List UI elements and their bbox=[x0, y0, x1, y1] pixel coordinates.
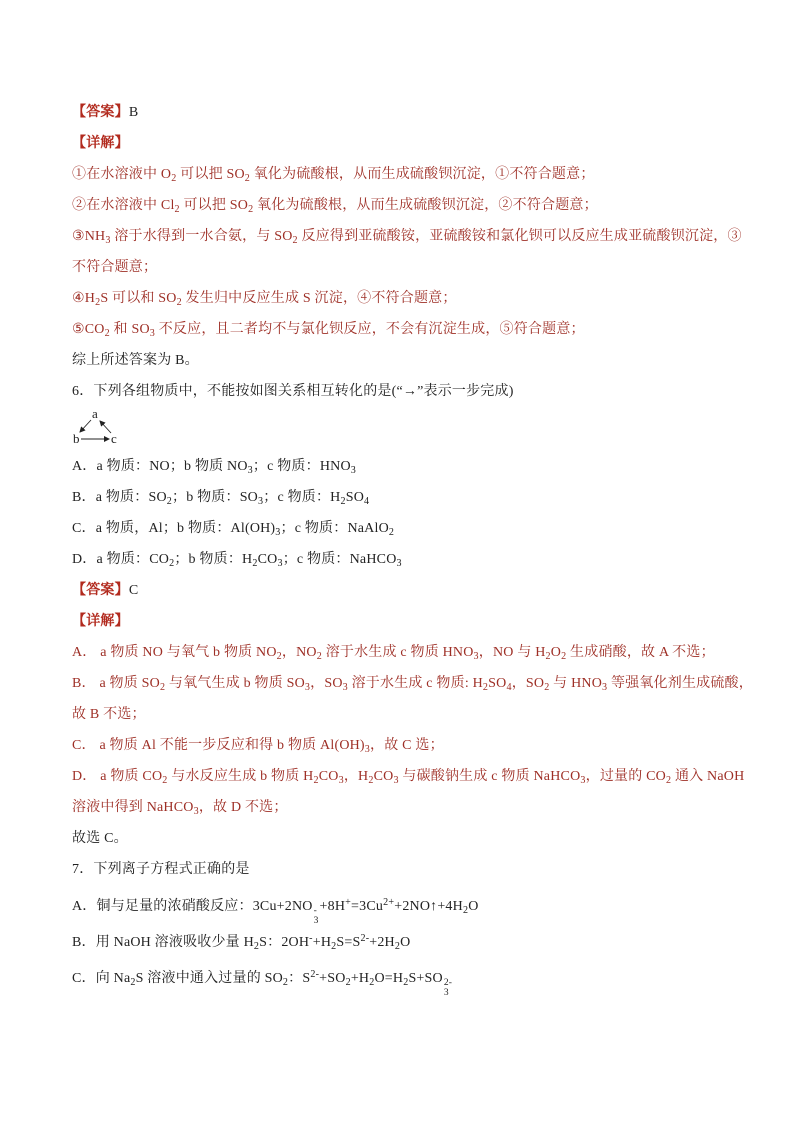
subscript: 3 bbox=[193, 806, 199, 818]
text-run: 与氧气生成 b 物质 SO bbox=[165, 676, 305, 691]
text-run: B．用 NaOH 溶液吸收少量 H bbox=[72, 935, 254, 950]
text-run: C．a 物质，Al；b 物质：Al(OH) bbox=[72, 521, 276, 536]
text-run: +H bbox=[350, 971, 370, 986]
text-run: =3Cu bbox=[351, 899, 384, 914]
superscript: 2- bbox=[443, 978, 453, 989]
text-run: ③NH bbox=[72, 229, 106, 244]
text-run: CO bbox=[257, 552, 278, 567]
text-run: ，NO bbox=[281, 645, 317, 660]
sub-sup-stack bbox=[314, 907, 319, 926]
subscript: 2 bbox=[482, 682, 489, 694]
subscript: 2 bbox=[292, 235, 298, 247]
subscript: 2 bbox=[544, 682, 550, 694]
superscript: 2- bbox=[360, 933, 370, 945]
subscript: 4 bbox=[506, 682, 512, 694]
subscript: 2 bbox=[666, 775, 672, 787]
text-run: ，故 C 选； bbox=[370, 738, 444, 753]
text-run: ①在水溶液中 O bbox=[72, 167, 172, 182]
detail-q6-header bbox=[72, 606, 752, 637]
text-run: 与水反应生成 b 物质 H bbox=[167, 769, 314, 784]
subscript: 3 bbox=[313, 915, 319, 926]
text-run: C．向 Na bbox=[72, 971, 131, 986]
superscript: 2- bbox=[310, 969, 320, 981]
detail-q5-summary bbox=[72, 345, 752, 376]
sub-sup-stack bbox=[444, 979, 452, 998]
text-run: ；c 物质：HNO bbox=[252, 459, 351, 474]
subscript: 2 bbox=[171, 173, 177, 185]
node-b-label: b bbox=[73, 431, 80, 446]
superscript: - bbox=[309, 933, 313, 945]
subscript: 2 bbox=[388, 527, 395, 539]
subscript: 3 bbox=[338, 775, 344, 787]
document-body bbox=[72, 97, 752, 997]
subscript: 3 bbox=[473, 651, 479, 663]
subscript: 2 bbox=[345, 977, 351, 989]
subscript: 4 bbox=[364, 496, 370, 508]
detail-q6-summary bbox=[72, 823, 752, 854]
text-run: C bbox=[128, 583, 139, 598]
node-c-label: c bbox=[111, 431, 117, 446]
text-run: ；c 物质：NaAlO bbox=[280, 521, 389, 536]
text-run: O bbox=[468, 899, 479, 914]
subscript: 2 bbox=[394, 941, 401, 953]
text-run: O bbox=[400, 935, 411, 950]
text-run: 氧化为硫酸根，从而生成硫酸钡沉淀，②不符合题意； bbox=[253, 198, 598, 213]
subscript: 2 bbox=[276, 651, 282, 663]
text-run: ④H bbox=[72, 291, 96, 306]
superscript: + bbox=[345, 897, 352, 909]
section-label: 【详解】 bbox=[72, 614, 129, 629]
text-run: +SO bbox=[319, 971, 346, 986]
text-run: SO bbox=[345, 490, 365, 505]
detail-q5-item-3 bbox=[72, 221, 752, 252]
text-run: 溶于水得到一水合氨，与 SO bbox=[110, 229, 293, 244]
text-run: ；c 物质：H bbox=[263, 490, 341, 505]
text-run: C． a 物质 Al 不能一步反应和得 b 物质 Al(OH) bbox=[72, 738, 365, 753]
section-label: 【答案】 bbox=[72, 105, 129, 120]
answer-q5 bbox=[72, 97, 752, 128]
detail-q6-b-cont bbox=[72, 699, 752, 730]
detail-q6-b bbox=[72, 668, 752, 699]
subscript: 2 bbox=[561, 651, 567, 663]
text-run: ，故 D 不选； bbox=[198, 800, 288, 815]
text-run: 通入 NaOH bbox=[671, 769, 745, 784]
node-a-label: a bbox=[92, 407, 98, 421]
text-run: 可以把 SO bbox=[176, 167, 245, 182]
transformation-diagram bbox=[72, 407, 752, 451]
detail-q5-item-5 bbox=[72, 314, 752, 345]
text-run: 溶于水生成 c 物质: H bbox=[347, 676, 483, 691]
section-label: 【答案】 bbox=[72, 583, 129, 598]
text-run: +8H bbox=[319, 899, 346, 914]
subscript: 3 bbox=[393, 775, 399, 787]
detail-q5-item-1 bbox=[72, 159, 752, 190]
question-7-stem bbox=[72, 854, 752, 885]
text-run: +2NO↑+4H bbox=[394, 899, 463, 914]
section-label: 【详解】 bbox=[72, 136, 129, 151]
subscript: 3 bbox=[342, 682, 348, 694]
text-run: SO bbox=[488, 676, 507, 691]
subscript: 2 bbox=[248, 204, 254, 216]
text-run: S 溶液中通入过量的 SO bbox=[135, 971, 283, 986]
subscript: 2 bbox=[253, 941, 260, 953]
text-run: ；c 物质：NaHCO bbox=[282, 552, 397, 567]
subscript: 2 bbox=[545, 651, 551, 663]
subscript: 3 bbox=[364, 744, 371, 756]
text-run: A．a 物质：NO；b 物质 NO bbox=[72, 459, 248, 474]
text-run: 生成硝酸，故 A 不选； bbox=[566, 645, 715, 660]
text-run: B． a 物质 SO bbox=[72, 676, 160, 691]
subscript: 3 bbox=[258, 496, 264, 508]
subscript: 2 bbox=[316, 651, 322, 663]
detail-q6-c bbox=[72, 730, 752, 761]
subscript: 3 bbox=[580, 775, 586, 787]
subscript: 2 bbox=[95, 297, 101, 309]
q6-option-d bbox=[72, 544, 752, 575]
text-run: B．a 物质：SO bbox=[72, 490, 167, 505]
text-run: 与 HNO bbox=[549, 676, 602, 691]
subscript: 2 bbox=[159, 682, 166, 694]
superscript: - bbox=[313, 906, 317, 917]
text-run: 7．下列离子方程式正确的是 bbox=[72, 862, 250, 877]
subscript: 2 bbox=[340, 496, 346, 508]
subscript: 3 bbox=[443, 987, 449, 998]
detail-q5-item-2 bbox=[72, 190, 752, 221]
detail-q5-item-3-cont bbox=[72, 252, 752, 283]
subscript: 2 bbox=[252, 558, 258, 570]
subscript: 3 bbox=[247, 465, 253, 477]
text-run: 综上所述答案为 B。 bbox=[72, 353, 199, 368]
subscript: 3 bbox=[396, 558, 402, 570]
text-run: ②在水溶液中 Cl bbox=[72, 198, 175, 213]
text-run: CO bbox=[373, 769, 394, 784]
detail-q6-d bbox=[72, 761, 752, 792]
text-run: A．铜与足量的浓硝酸反应：3Cu+2NO bbox=[72, 899, 313, 914]
text-run: 不反应，且二者均不与氯化钡反应，不会有沉淀生成，⑤符合题意； bbox=[155, 322, 585, 337]
q6-option-b bbox=[72, 482, 752, 513]
text-run: O=H bbox=[374, 971, 404, 986]
text-run: ⑤CO bbox=[72, 322, 105, 337]
q7-option-b bbox=[72, 925, 752, 961]
subscript: 3 bbox=[277, 558, 283, 570]
text-run: 与碳酸钠生成 c 物质 NaHCO bbox=[398, 769, 581, 784]
subscript: 2 bbox=[403, 977, 409, 989]
text-run: S 可以和 SO bbox=[100, 291, 177, 306]
text-run: 氧化为硫酸根，从而生成硫酸钡沉淀，①不符合题意； bbox=[250, 167, 595, 182]
question-6-stem bbox=[72, 376, 752, 407]
text-run: +H bbox=[312, 935, 332, 950]
text-run: 等强氧化剂生成硫酸， bbox=[607, 676, 753, 691]
q6-option-a bbox=[72, 451, 752, 482]
text-run: 溶于水生成 c 物质 HNO bbox=[322, 645, 474, 660]
subscript: 3 bbox=[304, 682, 311, 694]
text-run: ，NO 与 H bbox=[478, 645, 546, 660]
subscript: 2 bbox=[368, 775, 374, 787]
text-run: 溶液中得到 NaHCO bbox=[72, 800, 194, 815]
subscript: 2 bbox=[313, 775, 319, 787]
subscript: 2 bbox=[130, 977, 136, 989]
superscript: 2+ bbox=[383, 897, 395, 909]
answer-q6 bbox=[72, 575, 752, 606]
detail-q6-d-cont bbox=[72, 792, 752, 823]
subscript: 3 bbox=[350, 465, 357, 477]
text-run: 反应得到亚硫酸铵，亚硫酸铵和氯化钡可以反应生成亚硫酸钡沉淀，③ bbox=[297, 229, 742, 244]
detail-q5-item-4 bbox=[72, 283, 752, 314]
q7-option-a bbox=[72, 889, 752, 925]
text-run: ，SO bbox=[511, 676, 545, 691]
subscript: 2 bbox=[369, 977, 375, 989]
subscript: 2 bbox=[162, 775, 168, 787]
subscript: 2 bbox=[169, 558, 175, 570]
subscript: 3 bbox=[105, 235, 111, 247]
arrow-c-to-a bbox=[100, 421, 111, 433]
text-run: 和 SO bbox=[109, 322, 150, 337]
text-run: 发生归中反应生成 S 沉淀，④不符合题意； bbox=[181, 291, 457, 306]
text-run: ；b 物质：SO bbox=[172, 490, 258, 505]
arrow-a-to-b bbox=[80, 420, 91, 432]
text-run: 故 B 不选； bbox=[72, 707, 146, 722]
text-run: CO bbox=[318, 769, 339, 784]
transformation-diagram-svg bbox=[70, 407, 122, 451]
detail-q6-a bbox=[72, 637, 752, 668]
text-run: ；b 物质：H bbox=[174, 552, 253, 567]
text-run: ，H bbox=[343, 769, 369, 784]
subscript: 2 bbox=[331, 941, 337, 953]
subscript: 2 bbox=[104, 328, 110, 340]
text-run: S+SO bbox=[408, 971, 443, 986]
text-run: +2H bbox=[369, 935, 395, 950]
text-run: B bbox=[128, 105, 139, 120]
text-run: D． a 物质 CO bbox=[72, 769, 163, 784]
subscript: 2 bbox=[244, 173, 251, 185]
text-run: 6．下列各组物质中，不能按如图关系相互转化的是(“→”表示一步完成) bbox=[72, 384, 514, 399]
text-run: A． a 物质 NO 与氧气 b 物质 NO bbox=[72, 645, 277, 660]
subscript: 3 bbox=[149, 328, 156, 340]
text-run: ：S bbox=[288, 971, 311, 986]
text-run: ，过量的 CO bbox=[585, 769, 666, 784]
q6-option-c bbox=[72, 513, 752, 544]
text-run: S：2OH bbox=[259, 935, 310, 950]
q7-option-c bbox=[72, 961, 752, 997]
subscript: 2 bbox=[166, 496, 172, 508]
subscript: 3 bbox=[275, 527, 281, 539]
text-run: 故选 C。 bbox=[72, 831, 128, 846]
text-run: S=S bbox=[336, 935, 361, 950]
text-run: 可以把 SO bbox=[179, 198, 249, 213]
text-run: ，SO bbox=[310, 676, 343, 691]
detail-q5-header bbox=[72, 128, 752, 159]
text-run: D．a 物质：CO bbox=[72, 552, 170, 567]
text-run: O bbox=[550, 645, 562, 660]
subscript: 2 bbox=[462, 905, 469, 917]
text-run: 不符合题意； bbox=[72, 260, 158, 275]
subscript: 2 bbox=[174, 204, 180, 216]
subscript: 2 bbox=[176, 297, 182, 309]
subscript: 2 bbox=[282, 977, 289, 989]
subscript: 3 bbox=[602, 682, 608, 694]
